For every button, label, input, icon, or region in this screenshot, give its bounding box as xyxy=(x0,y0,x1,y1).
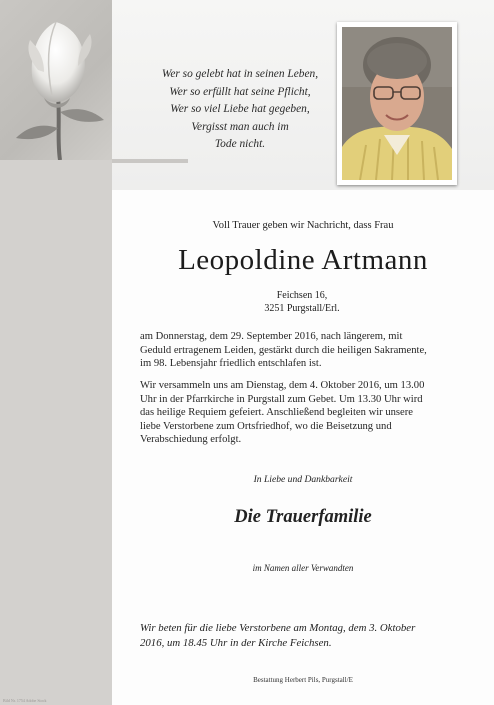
relatives-line: im Namen aller Verwandten xyxy=(252,563,354,573)
address-line: 3251 Purgstall/Erl. xyxy=(264,303,340,314)
love-line: In Liebe und Dankbarkeit xyxy=(253,474,353,485)
paragraph-line: Verabschiedung erfolgt. xyxy=(140,434,242,446)
deceased-name: Leopoldine Artmann xyxy=(178,244,428,276)
prayer-line: Wir beten für die liebe Verstorbene am Montag, dem 3. Oktober xyxy=(140,622,416,634)
funeral-details-paragraph xyxy=(140,379,485,447)
paragraph-line: Uhr in der Pfarrkirche in Purgstall zum Gebet. Um 13.30 Uhr wird xyxy=(140,393,423,405)
divider-rule xyxy=(112,159,188,163)
poem-line: Vergisst man auch im xyxy=(191,120,289,133)
prayer-notice xyxy=(140,621,485,651)
memorial-poem xyxy=(140,66,340,154)
prayer-line: 2016, um 18.45 Uhr in der Kirche Feichsen. xyxy=(140,637,332,649)
poem-line: Wer so gelebt hat in seinen Leben, xyxy=(161,68,319,80)
poem-line: Wer so erfüllt hat seine Pflicht, xyxy=(169,85,311,98)
poem-line: Tode nicht. xyxy=(214,138,266,151)
family-signature: Die Trauerfamilie xyxy=(234,507,372,527)
portrait-frame xyxy=(337,22,457,185)
paragraph-line: das heilige Requiem gefeiert. Anschließend begleiten wir unsere xyxy=(140,407,413,419)
image-credit: Bild Nr. 1754 Adobe Stock xyxy=(3,698,47,703)
deceased-address xyxy=(242,289,362,315)
paragraph-line: Wir versammeln uns am Dienstag, dem 4. Oktober 2016, um 13.00 xyxy=(140,380,425,391)
rose-illustration xyxy=(0,0,112,160)
death-notice-paragraph xyxy=(140,330,485,371)
undertaker-credit: Bestattung Herbert Pils, Purgstall/E xyxy=(253,676,353,684)
portrait-illustration xyxy=(342,27,452,180)
paragraph-line: im 98. Lebensjahr friedlich entschlafen ist. xyxy=(140,358,322,370)
poem-line: Wer so viel Liebe hat gegeben, xyxy=(170,103,310,116)
paragraph-line: am Donnerstag, dem 29. September 2016, nach längerem, mit xyxy=(140,331,403,342)
address-line: Feichsen 16, xyxy=(276,290,328,301)
paragraph-line: Geduld ertragenem Leiden, gestärkt durch die heiligen Sakramente, xyxy=(140,344,427,356)
portrait-photo xyxy=(342,27,452,180)
paragraph-line: liebe Verstorbene zum Ortsfriedhof, wo die Beisetzung und xyxy=(140,420,392,432)
rose-image xyxy=(0,0,112,160)
intro-text: Voll Trauer geben wir Nachricht, dass Frau xyxy=(212,220,394,231)
